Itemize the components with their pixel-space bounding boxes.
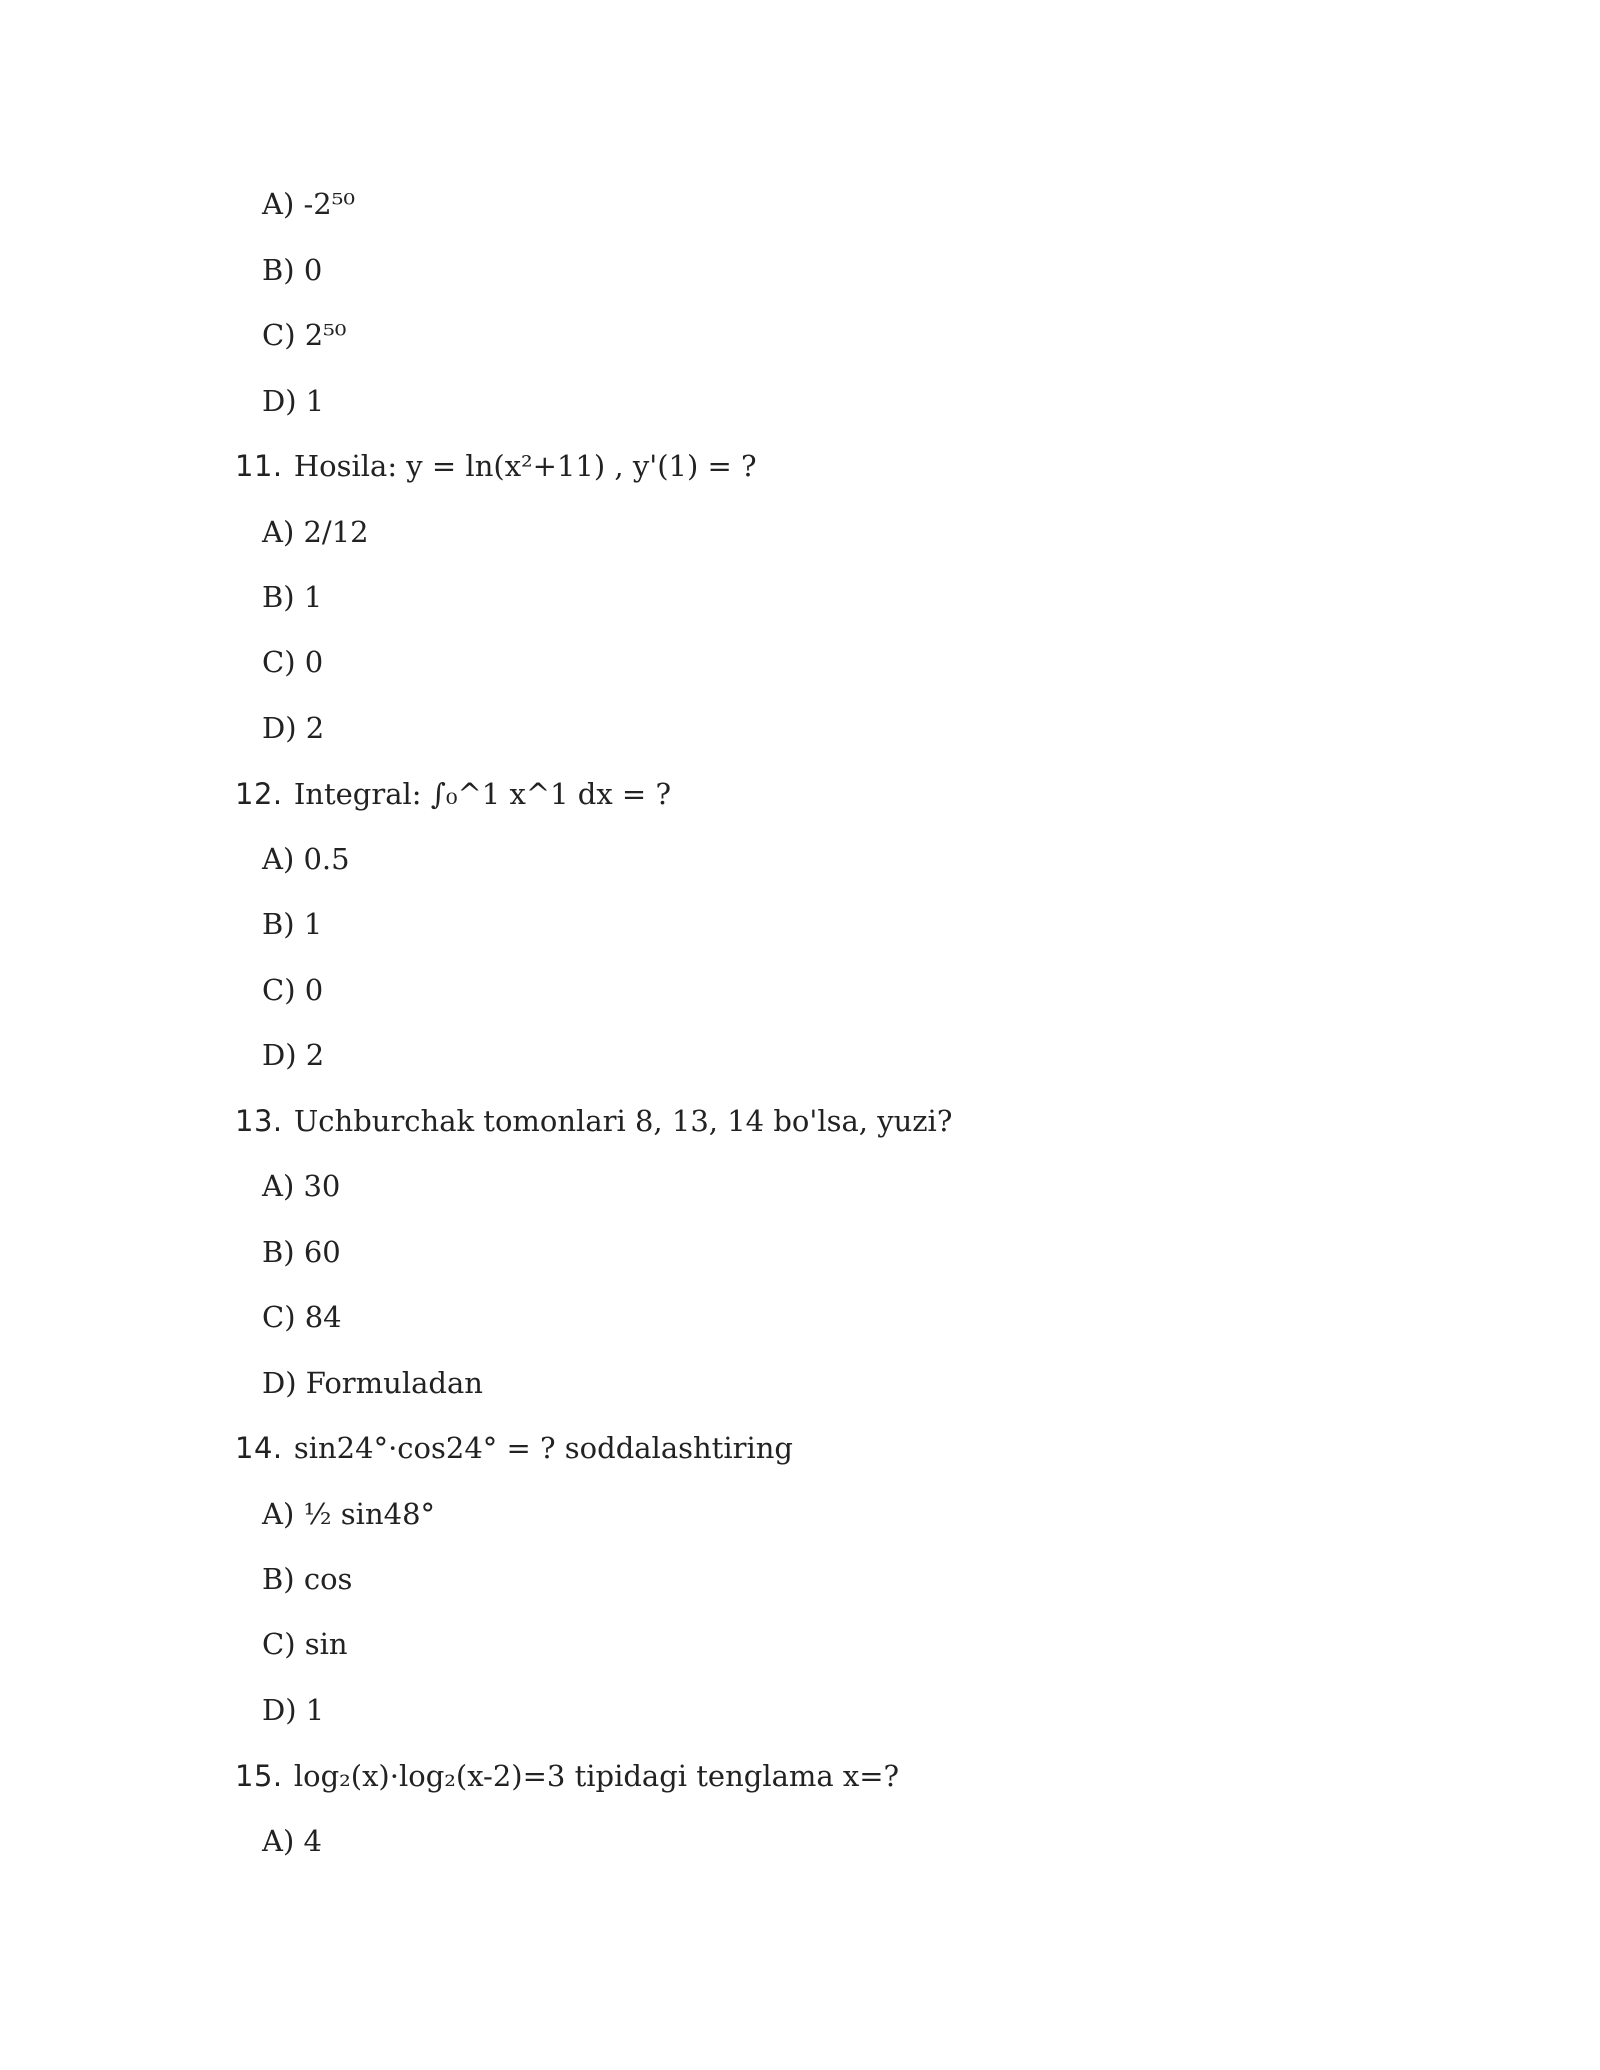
option-line: B) 1 bbox=[262, 907, 323, 941]
question-number: 14. bbox=[235, 1431, 283, 1465]
option-line: C) sin bbox=[262, 1627, 348, 1661]
question-text: Integral: ∫₀^1 x^1 dx = ? bbox=[293, 777, 671, 811]
option-line: D) 1 bbox=[262, 384, 325, 418]
option-line: D) Formuladan bbox=[262, 1366, 483, 1400]
option-line: C) 2⁵⁰ bbox=[262, 318, 347, 352]
option-line: A) -2⁵⁰ bbox=[262, 187, 355, 221]
question-line bbox=[235, 1104, 952, 1138]
option-line: A) 0.5 bbox=[262, 842, 350, 876]
question-number: 13. bbox=[235, 1104, 283, 1138]
option-line: A) 2/12 bbox=[262, 515, 369, 549]
question-line bbox=[235, 1431, 793, 1465]
question-line bbox=[235, 1759, 899, 1793]
option-line: A) ½ sin48° bbox=[262, 1497, 436, 1531]
option-line: C) 0 bbox=[262, 973, 324, 1007]
question-number: 11. bbox=[235, 449, 283, 483]
question-line bbox=[235, 449, 757, 483]
option-line: B) 1 bbox=[262, 580, 323, 614]
option-line: C) 84 bbox=[262, 1300, 342, 1334]
question-number: 12. bbox=[235, 777, 283, 811]
option-line: A) 30 bbox=[262, 1169, 341, 1203]
option-line: D) 2 bbox=[262, 1038, 325, 1072]
question-number: 15. bbox=[235, 1759, 283, 1793]
option-line: B) cos bbox=[262, 1562, 353, 1596]
option-line: B) 0 bbox=[262, 253, 323, 287]
option-line: C) 0 bbox=[262, 645, 324, 679]
option-line: D) 1 bbox=[262, 1693, 325, 1727]
option-line: A) 4 bbox=[262, 1824, 322, 1858]
question-text: Uchburchak tomonlari 8, 13, 14 bo'lsa, yuzi? bbox=[293, 1104, 953, 1138]
question-text: sin24°·cos24° = ? soddalashtiring bbox=[293, 1431, 793, 1465]
question-line bbox=[235, 777, 671, 811]
question-text: log₂(x)·log₂(x-2)=3 tipidagi tenglama x=? bbox=[293, 1759, 900, 1793]
option-line: D) 2 bbox=[262, 711, 325, 745]
option-line: B) 60 bbox=[262, 1235, 341, 1269]
question-text: Hosila: y = ln(x²+11) , y'(1) = ? bbox=[293, 449, 757, 483]
